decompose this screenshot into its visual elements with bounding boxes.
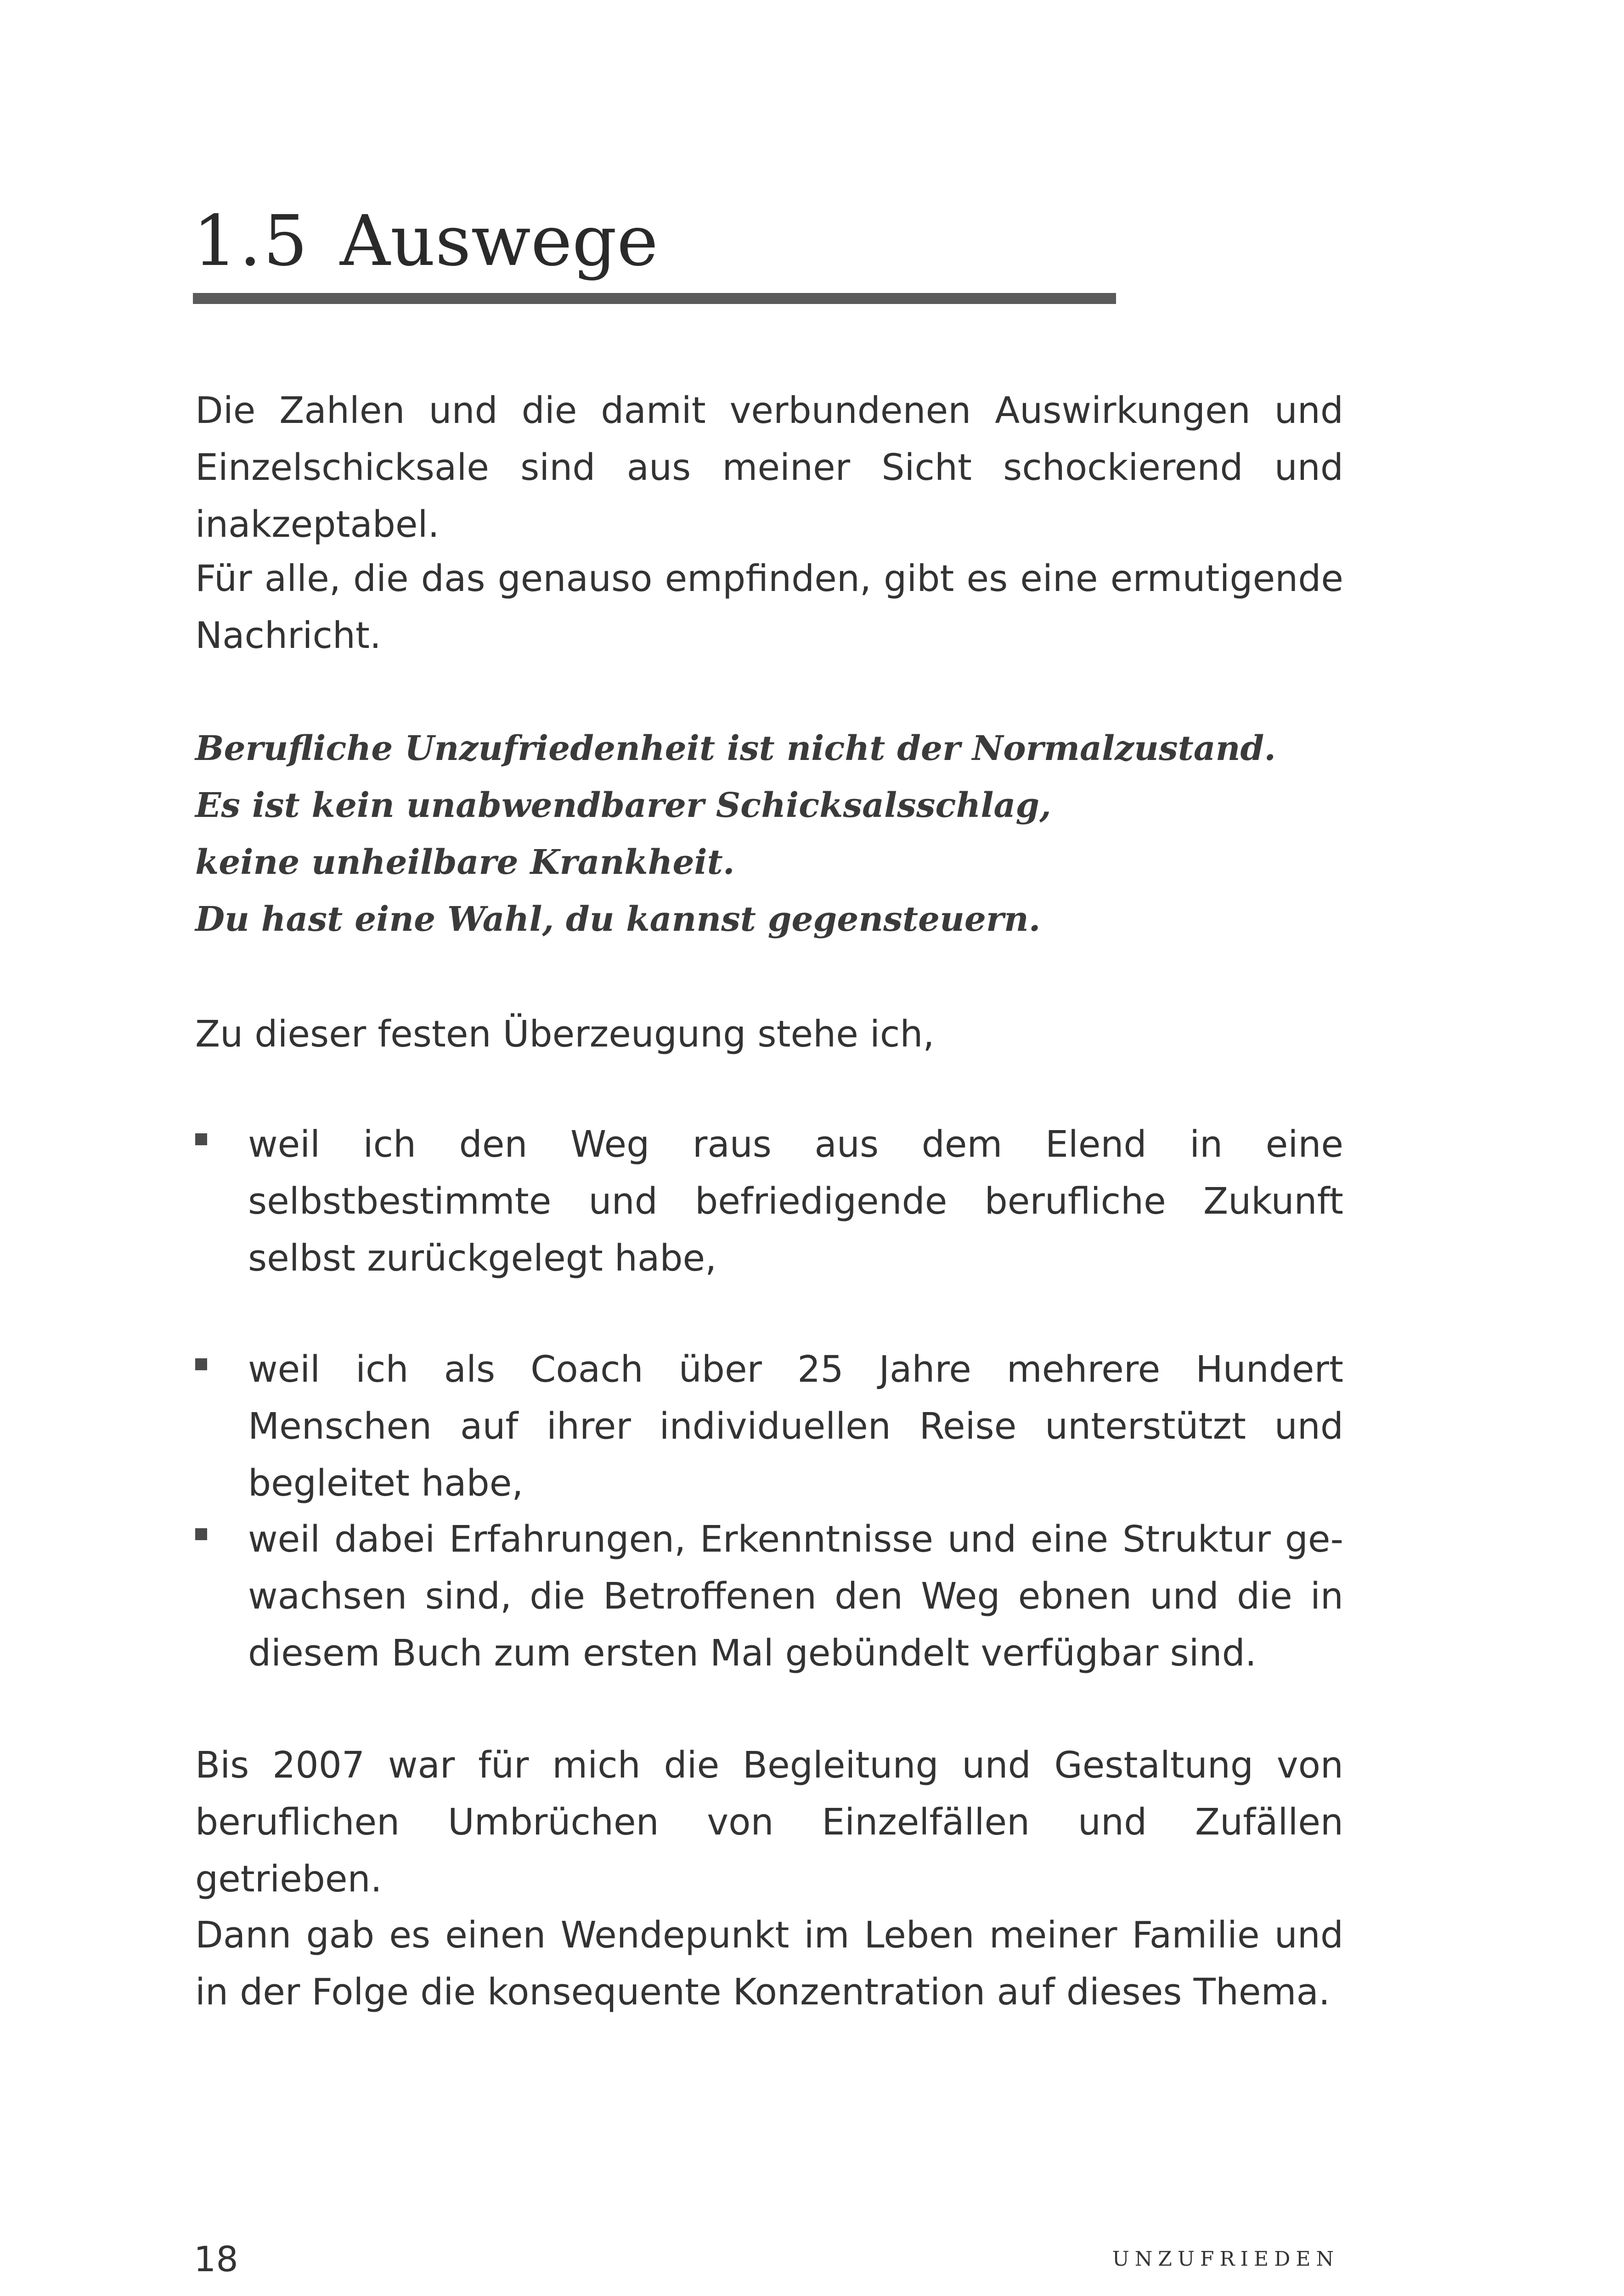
section-number: 1.5 [193,200,310,281]
paragraph-2 [195,550,1343,664]
paragraph-1-text: Die Zahlen und die damit verbundenen Auswirkungen und Einzelschicksale sind aus meiner Sicht schockierend und inakzeptabel. [195,389,1343,546]
paragraph-5 [195,1907,1343,2020]
page-number: 18 [194,2239,238,2279]
running-title: UNZUFRIEDEN [1112,2247,1339,2271]
list-item-text: weil dabei Erfahrungen, Erkenntnisse und eine Struktur gewachsen sind, die Betroffenen den Weg ebnen und die in diesem Buch zum ersten Mal gebündelt verfügbar sind. [248,1518,1343,1674]
paragraph-4-text: Bis 2007 war für mich die Begleitung und Gestaltung von beruflichen Umbrüchen von Einzelfällen und Zufällen getrieben. [195,1744,1343,1900]
paragraph-5-text: Dann gab es einen Wendepunkt im Leben meiner Familie und in der Folge die konsequente Konzentration auf dieses Thema. [195,1914,1343,2013]
paragraph-3-text: Zu dieser festen Überzeugung stehe ich, [195,1013,935,1055]
paragraph-3 [195,1006,1343,1063]
bullet-square-icon [195,1133,207,1145]
heading-underline [193,293,1116,304]
paragraph-2-text: Für alle, die das genauso empfinden, gibt es eine ermutigende Nachricht. [195,557,1343,657]
emphasis-line: Du hast eine Wahl, du kannst gegensteuern. [195,900,1041,939]
list-item-text: weil ich als Coach über 25 Jahre mehrere Hundert Menschen auf ihrer individuellen Reise unterstützt und begleitet habe, [248,1348,1343,1504]
emphasis-line: keine unheilbare Krankheit. [195,843,735,882]
bullet-square-icon [195,1528,207,1540]
emphasis-line: Berufliche Unzufriedenheit ist nicht der Normalzustand. [195,729,1276,768]
paragraph-4 [195,1737,1343,1908]
list-item-text: weil ich den Weg raus aus dem Elend in eine selbstbestimmte und befriedigende berufliche Zukunft selbst zurückgelegt habe, [248,1123,1343,1279]
section-heading [193,195,658,287]
emphasis-block [195,720,1389,948]
section-title: Auswege [340,200,658,281]
bullet-square-icon [195,1358,207,1370]
paragraph-1 [195,382,1343,553]
emphasis-line: Es ist kein unabwendbarer Schicksalsschlag, [195,786,1051,825]
